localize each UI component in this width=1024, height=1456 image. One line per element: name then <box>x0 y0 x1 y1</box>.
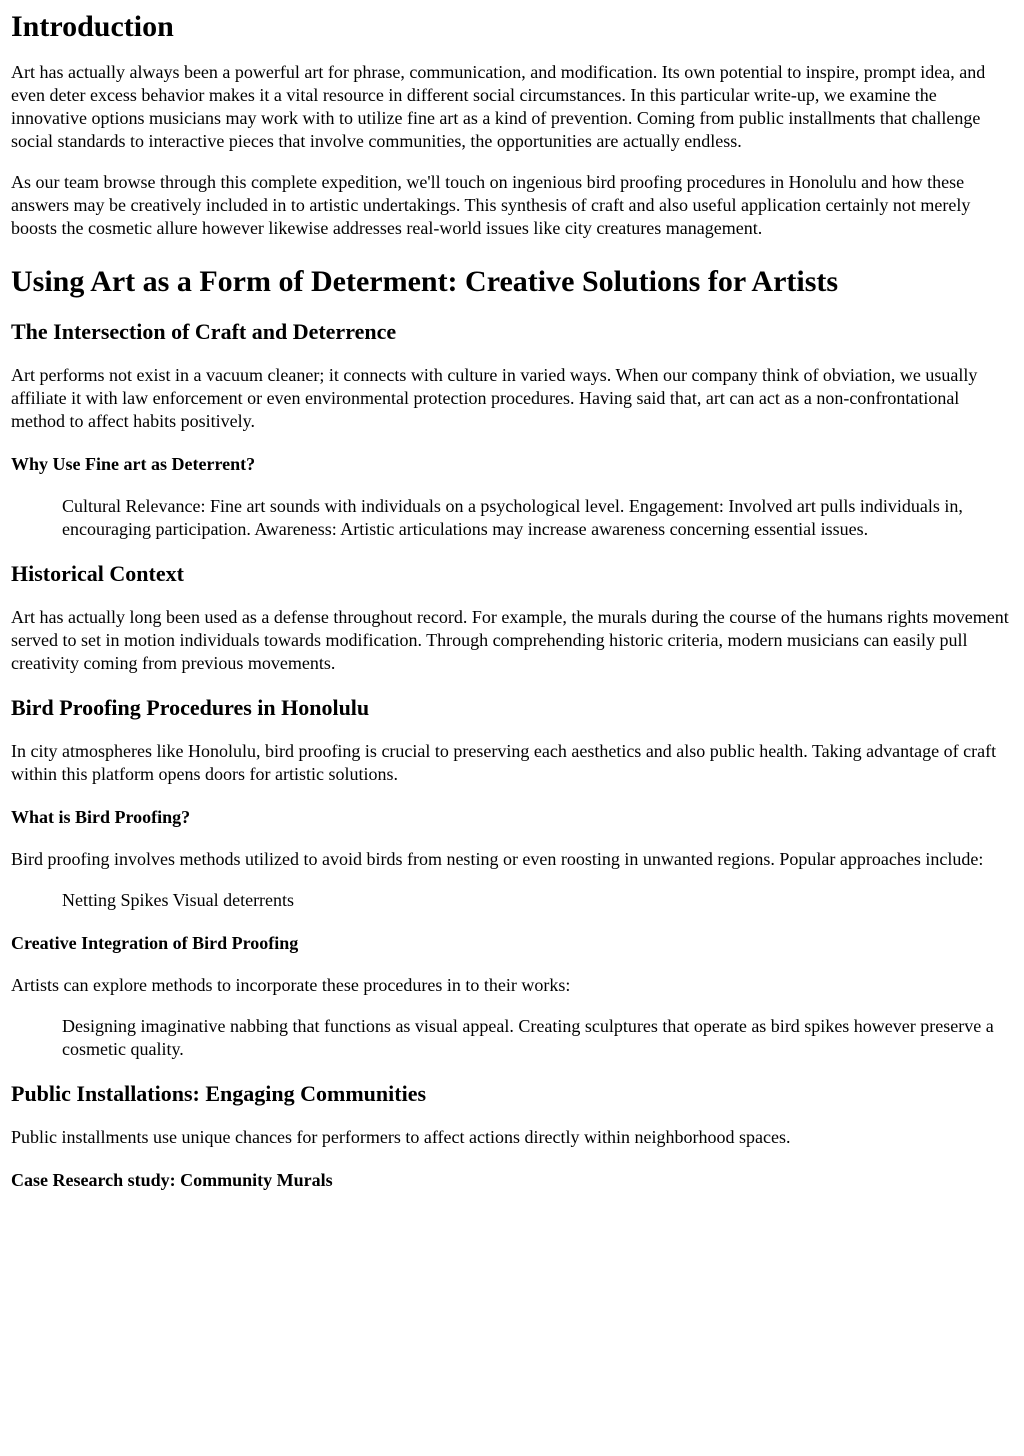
intro-heading: Introduction <box>11 10 174 43</box>
intro-paragraph-2: As our team browse through this complete expedition, we'll touch on ingenious bird proofing procedures in Honolulu and how these answers may be creatively included in to artistic undertakings. This synthesis of craft and also useful application certainly not merely boosts the cosmetic allure however likewise addresses real-world issues like city creatures management. <box>11 172 971 238</box>
section-heading-intersection: The Intersection of Craft and Deterrence <box>11 319 397 344</box>
section-heading-case: Case Research study: Community Murals <box>11 1170 333 1190</box>
section-heading-why: Why Use Fine art as Deterrent? <box>11 454 256 474</box>
section-body-what-is: Bird proofing involves methods utilized to avoid birds from nesting or even roosting in unwanted regions. Popular approaches include: <box>11 849 984 869</box>
article <box>0 10 1024 1191</box>
section-body-creative: Artists can explore methods to incorporate these procedures in to their works: <box>11 975 571 995</box>
section-heading-bird-proofing: Bird Proofing Procedures in Honolulu <box>11 695 370 720</box>
section-body-historical: Art has actually long been used as a defense throughout record. For example, the murals during the course of the humans rights movement served to set in motion individuals towards modification. Through comprehending historic criteria, modern musicians can easily pull creativity coming from previous movements. <box>11 607 1009 673</box>
intro-paragraph-1: Art has actually always been a powerful art for phrase, communication, and modification. Its own potential to inspire, prompt idea, and even deter excess behavior makes it a vital resource in different social circumstances. In this particular write-up, we examine the innovative options musicians may work with to utilize fine art as a kind of prevention. Coming from public installments that challenge social standards to interactive pieces that involve communities, the opportunities are actually endless. <box>11 62 986 151</box>
main-heading: Using Art as a Form of Determent: Creative Solutions for Artists <box>11 265 839 298</box>
creative-list: Designing imaginative nabbing that functions as visual appeal. Creating sculptures that operate as bird spikes however preserve a cosmetic quality. <box>62 1016 994 1059</box>
section-heading-public: Public Installations: Engaging Communities <box>11 1081 427 1106</box>
section-heading-what-is: What is Bird Proofing? <box>11 807 191 827</box>
section-body-intersection: Art performs not exist in a vacuum cleaner; it connects with culture in varied ways. When our company think of obviation, we usually affiliate it with law enforcement or even environmental protection procedures. Having said that, art can act as a non-confrontational method to affect habits positively. <box>11 365 978 431</box>
what-is-list: Netting Spikes Visual deterrents <box>62 890 295 910</box>
section-body-bird-proofing: In city atmospheres like Honolulu, bird proofing is crucial to preserving each aesthetics and also public health. Taking advantage of craft within this platform opens doors for artistic solutions. <box>11 741 997 784</box>
section-heading-creative: Creative Integration of Bird Proofing <box>11 933 299 953</box>
section-body-public: Public installments use unique chances for performers to affect actions directly within neighborhood spaces. <box>11 1127 791 1147</box>
why-list: Cultural Relevance: Fine art sounds with individuals on a psychological level. Engagement: Involved art pulls individuals in, encouraging participation. Awareness: Artistic articulations may increase awareness concerning essential issues. <box>62 496 963 539</box>
section-heading-historical: Historical Context <box>11 561 184 586</box>
